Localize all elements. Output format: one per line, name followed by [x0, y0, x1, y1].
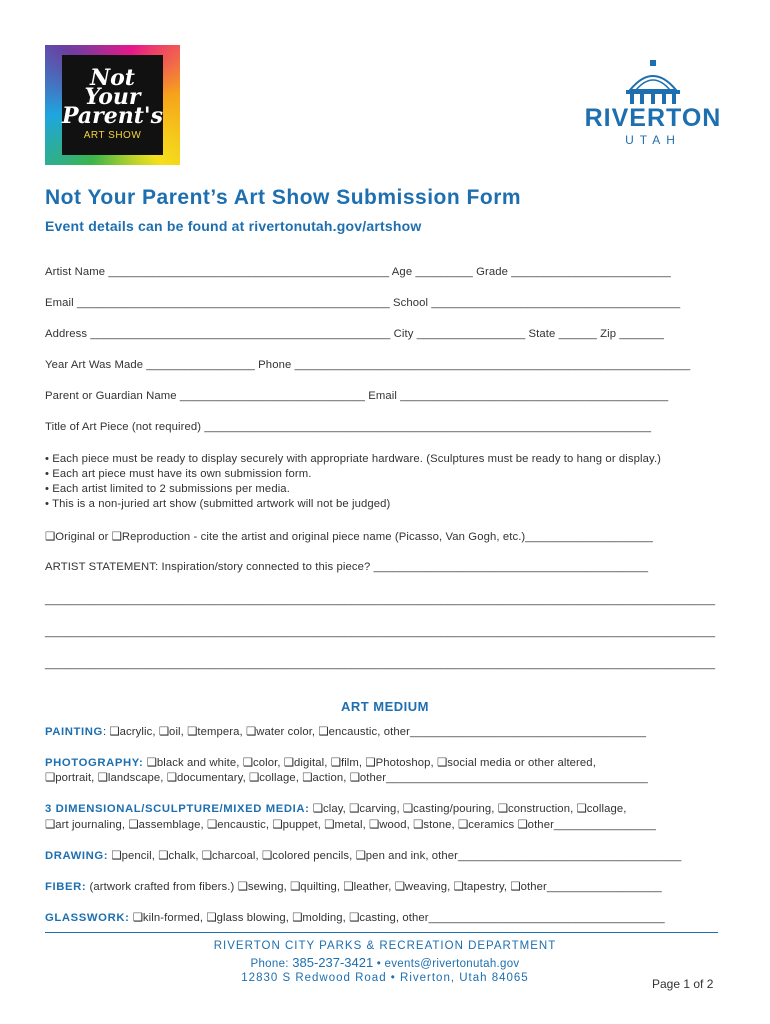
logo-text: Parent's	[61, 103, 164, 129]
photography-options[interactable]: ❑black and white, ❑color, ❑digital, ❑film, ❑Photoshop, ❑social media or other altered,	[143, 757, 596, 769]
photography-label: PHOTOGRAPHY:	[45, 757, 144, 769]
fiber-label: FIBER:	[45, 881, 87, 893]
photography-options-2[interactable]: ❑portrait, ❑landscape, ❑documentary, ❑collage, ❑action, ❑other_________________________________________	[45, 772, 648, 784]
page-title: Not Your Parent’s Art Show Submission Form	[45, 186, 522, 209]
logo-text: Your	[84, 84, 141, 110]
painting-label: PAINTING	[45, 726, 103, 738]
footer-department: RIVERTON CITY PARKS & RECREATION DEPARTMENT	[213, 940, 557, 952]
sculpture-options-2[interactable]: ❑art journaling, ❑assemblage, ❑encaustic, ❑puppet, ❑metal, ❑wood, ❑stone, ❑ceramics ❑other________________	[45, 819, 657, 831]
email-line[interactable]: Email _________________________________________________ School _______________________________________	[45, 297, 681, 309]
utah-wordmark: UTAH	[625, 133, 681, 147]
rule-item: • This is a non-juried art show (submitted artwork will not be judged)	[45, 498, 391, 510]
sculpture-options[interactable]: ❑clay, ❑carving, ❑casting/pouring, ❑construction, ❑collage,	[309, 803, 627, 815]
year-phone-line[interactable]: Year Art Was Made _________________ Phone ______________________________________________________________	[45, 359, 691, 371]
footer-email[interactable]: • events@rivertonutah.gov	[376, 958, 520, 970]
glasswork-line[interactable]	[45, 911, 665, 924]
fiber-options[interactable]: (artwork crafted from fibers.) ❑sewing, ❑quilting, ❑leather, ❑weaving, ❑tapestry, ❑other__________________	[86, 881, 662, 893]
drawing-options[interactable]: ❑pencil, ❑chalk, ❑charcoal, ❑colored pencils, ❑pen and ink, other___________________________________	[108, 850, 682, 862]
logo-text: Not	[90, 65, 135, 91]
footer-address: 12830 S Redwood Road • Riverton, Utah 84065	[241, 972, 529, 984]
title-of-art-line[interactable]: Title of Art Piece (not required) ______________________________________________________________________	[45, 421, 652, 433]
footer-divider	[45, 932, 718, 933]
logo-subtext: ART SHOW	[83, 130, 142, 141]
phone-label: Phone:	[250, 958, 289, 970]
not-your-parents-logo	[45, 45, 180, 165]
statement-blank-line[interactable]: _________________________________________________________________________________________________________	[45, 658, 716, 670]
art-medium-heading: ART MEDIUM	[340, 699, 430, 714]
sculpture-label: 3 DIMENSIONAL/SCULPTURE/MIXED MEDIA:	[45, 803, 310, 815]
phone-number[interactable]: 385-237-3421	[292, 955, 374, 970]
artist-name-line[interactable]: Artist Name ____________________________________________ Age _________ Grade _________________________	[45, 266, 671, 278]
drawing-line[interactable]	[45, 849, 681, 862]
riverton-wordmark: RIVERTON	[584, 104, 722, 132]
drawing-label: DRAWING:	[45, 850, 109, 862]
page-subtitle: Event details can be found at rivertonutah.gov/artshow	[45, 218, 422, 234]
sculpture-line[interactable]	[45, 802, 627, 815]
painting-options[interactable]: : ❑acrylic, ❑oil, ❑tempera, ❑water color, ❑encaustic, other_____________________________________	[102, 726, 647, 738]
page-number: Page 1 of 2	[652, 977, 714, 991]
statement-blank-line[interactable]: _________________________________________________________________________________________________________	[45, 594, 716, 606]
dome-icon	[578, 60, 728, 105]
photography-line[interactable]	[45, 756, 596, 769]
original-reproduction-line[interactable]: ❑Original or ❑Reproduction - cite the artist and original piece name (Picasso, Van Gogh, etc.)____________________	[45, 531, 653, 543]
glasswork-options[interactable]: ❑kiln-formed, ❑glass blowing, ❑molding, ❑casting, other_____________________________________	[129, 912, 665, 924]
fiber-line[interactable]	[45, 880, 662, 893]
statement-blank-line[interactable]: _________________________________________________________________________________________________________	[45, 626, 716, 638]
footer-contact	[0, 955, 770, 970]
guardian-line[interactable]: Parent or Guardian Name _____________________________ Email __________________________________________	[45, 390, 669, 402]
riverton-logo	[578, 60, 728, 155]
painting-line[interactable]	[45, 725, 646, 738]
rule-item: • Each artist limited to 2 submissions per media.	[45, 483, 290, 495]
artist-statement-line[interactable]: ARTIST STATEMENT: Inspiration/story connected to this piece? ___________________________________________	[45, 561, 649, 573]
rule-item: • Each art piece must have its own submission form.	[45, 468, 312, 480]
address-line[interactable]: Address _______________________________________________ City _________________ State ______ Zip _______	[45, 328, 665, 340]
rule-item: • Each piece must be ready to display securely with appropriate hardware. (Sculptures must be ready to hang or display.)	[45, 453, 662, 465]
glasswork-label: GLASSWORK:	[45, 912, 130, 924]
